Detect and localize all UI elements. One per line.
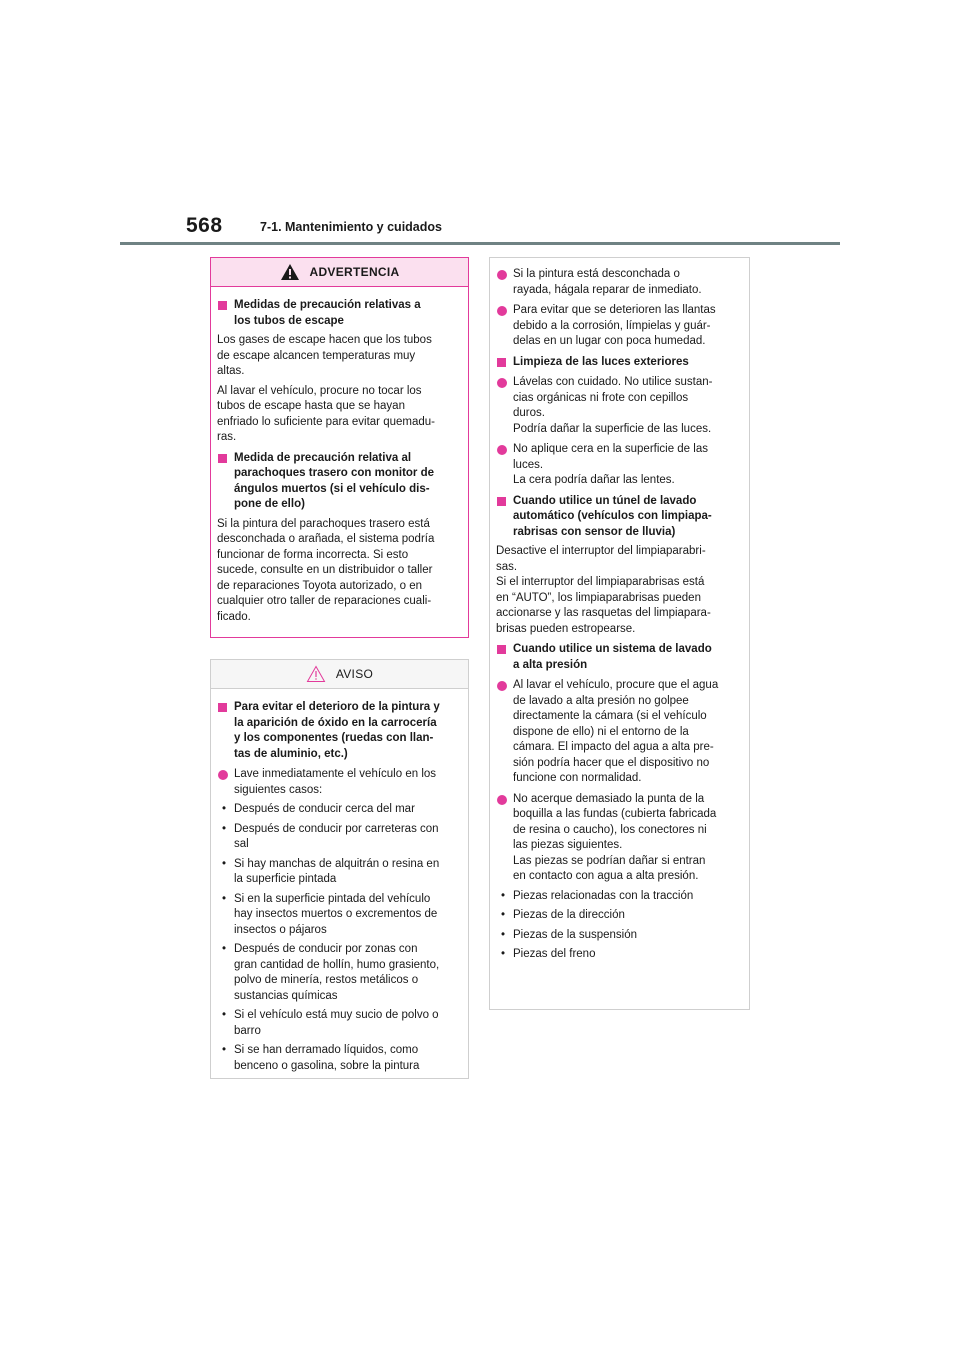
- list-item-text: Al lavar el vehículo, procure que el agua de lavado a alta presión no golpee directamente la cámara (si el vehículo dispone de ello) ni el entorno de la cámara. El impacto del agua a alta pre- sión podría hacer que el dispositivo no funcione con normalidad.: [513, 679, 719, 784]
- warning-box: [210, 257, 469, 638]
- sub-list-item-text: Piezas de la suspensión: [513, 928, 638, 941]
- circle-bullet-icon: [497, 795, 507, 805]
- square-marker-icon: [218, 454, 227, 463]
- square-marker-icon: [218, 301, 227, 310]
- warning-box-title: ADVERTENCIA: [309, 265, 400, 279]
- list-item-text: No aplique cera en la superficie de las luces. La cera podría dañar las lentes.: [513, 443, 708, 486]
- page-number: 568: [186, 214, 223, 237]
- list-item-text: Si la pintura está desconchada o rayada, hágala reparar de inmediato.: [513, 268, 702, 296]
- section-heading: [496, 494, 739, 541]
- sub-list-item: [496, 889, 739, 905]
- list-item: [496, 442, 739, 489]
- list-item-text: Lávelas con cuidado. No utilice sustan- cias orgánicas ni frote con cepillos duros. Podría dañar la superficie de las luces.: [513, 376, 713, 435]
- sub-list-item-text: Piezas relacionadas con la tracción: [513, 889, 694, 902]
- heading-text: Medida de precaución relativa al parachoques trasero con monitor de ángulos muertos (si el vehículo dis- pone de ello): [234, 451, 435, 510]
- heading-text: Cuando utilice un túnel de lavado automático (vehículos con limpiapa- rabrisas con sensor de lluvia): [513, 494, 712, 538]
- square-marker-icon: [497, 497, 506, 506]
- heading-text: Limpieza de las luces exteriores: [513, 355, 689, 368]
- heading-text: Medidas de precaución relativas a los tubos de escape: [234, 299, 421, 327]
- sub-list-item-text: Si hay manchas de alquitrán o resina en la superficie pintada: [234, 857, 440, 885]
- notice-box: [210, 659, 469, 1079]
- sub-list-item: [217, 1008, 459, 1039]
- circle-bullet-icon: [497, 270, 507, 280]
- section-heading: [217, 700, 459, 762]
- caution-triangle-icon: [306, 665, 326, 683]
- sub-list-item: [496, 947, 739, 963]
- sub-list-item-text: Piezas de la dirección: [513, 909, 625, 921]
- square-marker-icon: [218, 703, 227, 712]
- paragraph: Al lavar el vehículo, procure no tocar los tubos de escape hasta que se hayan enfriado lo suficiente para evitar quemadu- ras.: [217, 384, 435, 443]
- section-heading: [496, 355, 739, 371]
- bullet-icon: •: [222, 892, 227, 905]
- bullet-icon: •: [222, 943, 227, 955]
- bullet-icon: •: [222, 1009, 227, 1021]
- sub-list-item: [217, 1043, 459, 1074]
- bullet-icon: •: [501, 928, 506, 941]
- sub-list-item: [217, 892, 459, 939]
- sub-list-item: [217, 822, 459, 853]
- bullet-icon: •: [501, 909, 506, 921]
- circle-bullet-icon: [497, 378, 507, 388]
- continued-box-content: [490, 258, 749, 963]
- sub-list-item: [496, 928, 739, 944]
- section-heading: [496, 642, 739, 673]
- sub-list-item-text: Después de conducir por zonas con gran cantidad de hollín, humo grasiento, polvo de minería, restos metálicos o sustancias químicas: [234, 943, 440, 1002]
- circle-bullet-icon: [497, 681, 507, 691]
- heading-text: Para evitar el deterioro de la pintura y la aparición de óxido en la carrocería y los componentes (ruedas con llan- tas de aluminio, etc.): [234, 701, 440, 760]
- paragraph: Los gases de escape hacen que los tubos de escape alcancen temperaturas muy altas.: [217, 334, 432, 377]
- square-marker-icon: [497, 645, 506, 654]
- sub-list-item-text: Después de conducir por carreteras con sal: [234, 822, 439, 850]
- list-item: [217, 767, 459, 798]
- warning-triangle-icon: [280, 263, 300, 281]
- notice-box-title: AVISO: [335, 667, 374, 681]
- circle-bullet-icon: [218, 770, 228, 780]
- warning-box-header: [211, 258, 468, 287]
- paragraph: Si la pintura del parachoques trasero está desconchada o arañada, el sistema podría funcionar de forma incorrecta. Si esto sucede, consulte en un distribuidor o taller de reparaciones Toyota autorizado, o en cualquier otro taller de reparaciones cuali- ficado.: [217, 517, 435, 623]
- section-heading: [217, 451, 459, 513]
- continued-notice-box: [489, 257, 750, 1010]
- circle-bullet-icon: [497, 445, 507, 455]
- circle-bullet-icon: [497, 306, 507, 316]
- sub-list-item-text: Después de conducir cerca del mar: [234, 803, 415, 815]
- notice-box-header: [211, 660, 468, 689]
- list-item: [496, 792, 739, 885]
- header-rule: [120, 242, 840, 245]
- sub-list-item-text: Piezas del freno: [513, 948, 596, 960]
- section-heading: [217, 298, 459, 329]
- warning-box-content: [211, 287, 468, 625]
- notice-box-content: [211, 689, 468, 1074]
- bullet-icon: •: [222, 822, 227, 835]
- list-item-text: Para evitar que se deterioren las llantas debido a la corrosión, límpielas y guár- delas en un lugar con poca humedad.: [513, 304, 716, 347]
- sub-list-item-text: Si el vehículo está muy sucio de polvo o barro: [234, 1009, 439, 1037]
- sub-list-item-text: Si se han derramado líquidos, como benceno o gasolina, sobre la pintura: [234, 1044, 420, 1072]
- list-item: [496, 375, 739, 437]
- bullet-icon: •: [222, 1044, 227, 1056]
- sub-list-item: [217, 942, 459, 1004]
- square-marker-icon: [497, 358, 506, 367]
- list-item: [496, 267, 739, 298]
- bullet-icon: •: [222, 857, 227, 870]
- paragraph: Desactive el interruptor del limpiaparabri- sas. Si el interruptor del limpiaparabrisas está en “AUTO”, los limpiaparabrisas pueden accionarse y las rasquetas del limpiapara- brisas pueden estropearse.: [496, 545, 711, 635]
- sub-list-item-text: Si en la superficie pintada del vehículo hay insectos muertos o excrementos de insectos o pájaros: [234, 892, 438, 936]
- sub-list-item: [217, 857, 459, 888]
- list-item-text: Lave inmediatamente el vehículo en los siguientes casos:: [234, 768, 437, 796]
- bullet-icon: •: [501, 948, 506, 960]
- list-item-text: No acerque demasiado la punta de la boquilla a las fundas (cubierta fabricada de resina o caucho), los conectores ni las piezas siguientes. Las piezas se podrían dañar si entran en contacto con agua a alta presión.: [513, 792, 717, 882]
- bullet-icon: •: [501, 889, 506, 902]
- heading-text: Cuando utilice un sistema de lavado a alta presión: [513, 643, 712, 671]
- sub-list-item: [217, 802, 459, 818]
- list-item: [496, 678, 739, 787]
- bullet-icon: •: [222, 803, 227, 815]
- section-title: 7-1. Mantenimiento y cuidados: [260, 220, 442, 234]
- sub-list-item: [496, 908, 739, 924]
- list-item: [496, 303, 739, 350]
